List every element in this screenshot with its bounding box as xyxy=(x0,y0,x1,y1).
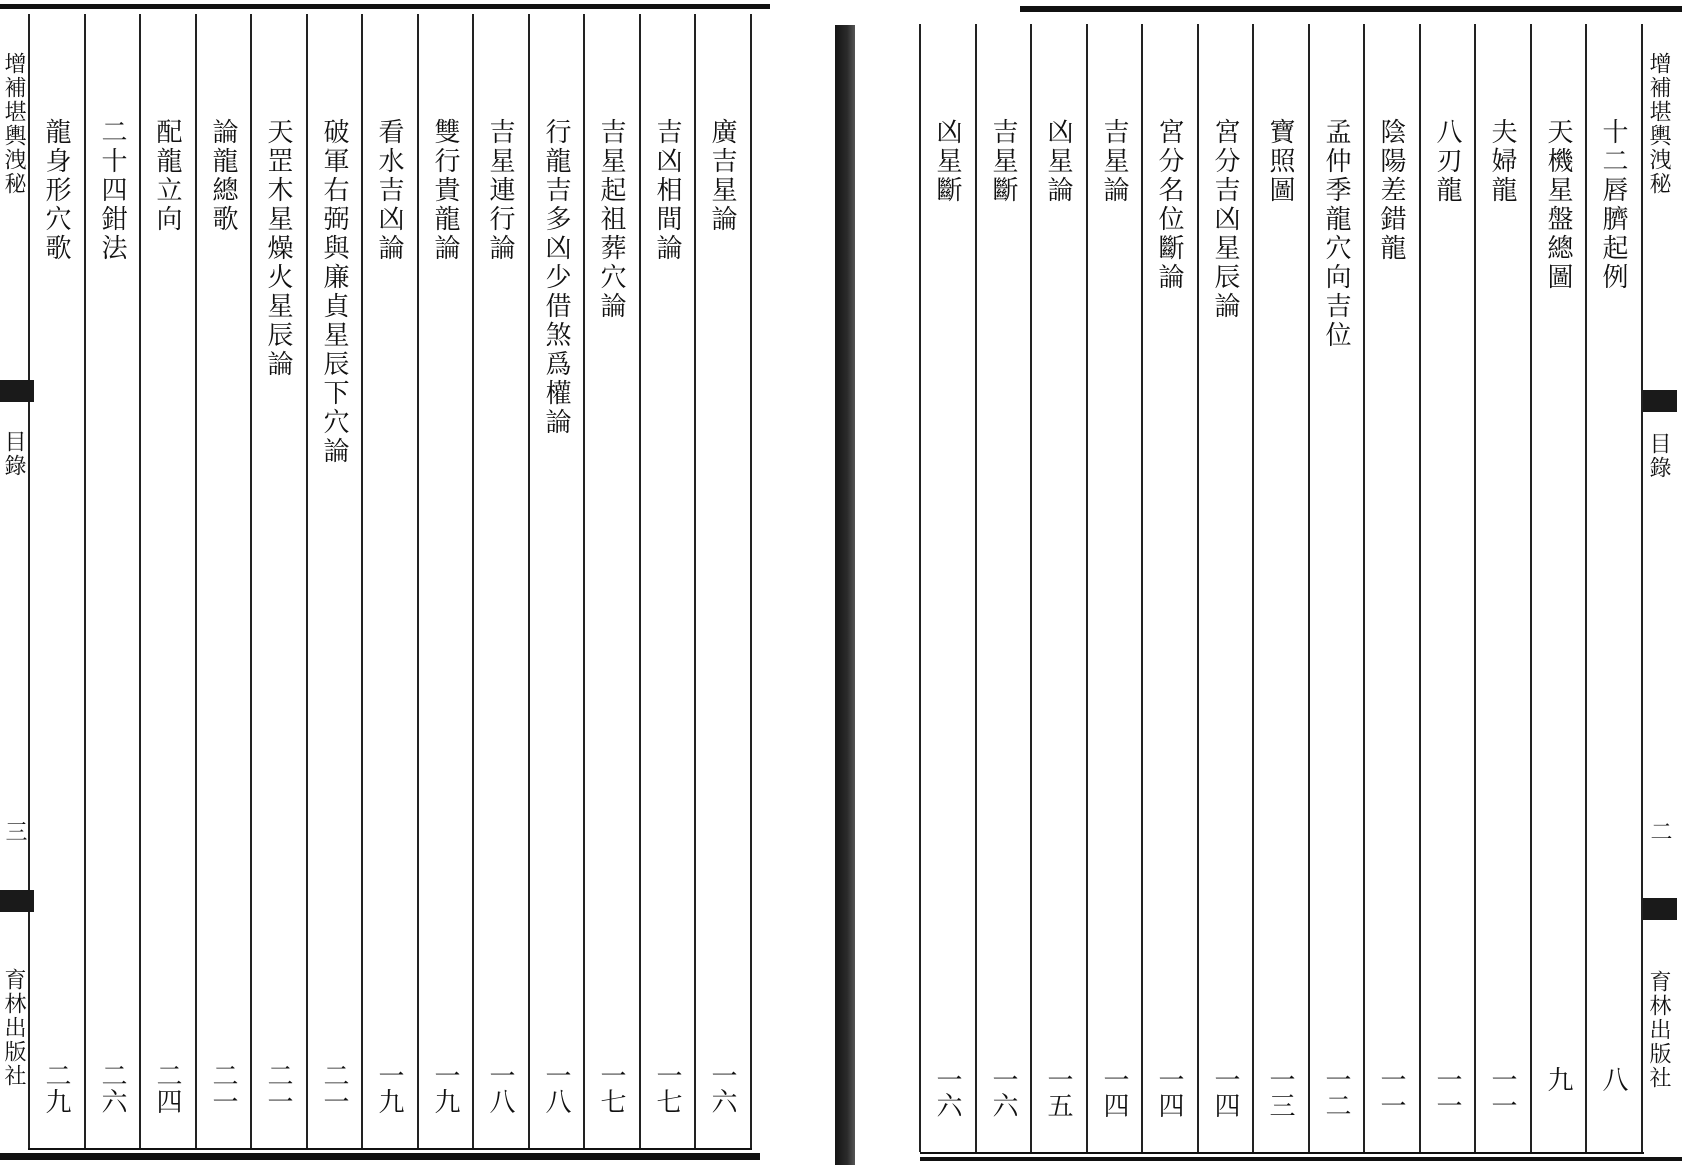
entry-page: 一六 xyxy=(988,1066,1018,1118)
column-rule xyxy=(1308,24,1310,1152)
entry-title: 吉星連行論 xyxy=(485,118,515,263)
top-border xyxy=(0,4,770,9)
entry-page: 八 xyxy=(1598,1066,1628,1092)
column-rule xyxy=(1197,24,1199,1152)
entry-page: 一六 xyxy=(707,1062,737,1114)
publisher: 育林出版社 xyxy=(1646,970,1671,1090)
entry-title: 孟仲季龍穴向吉位 xyxy=(1321,118,1351,350)
column-rule xyxy=(583,14,585,1148)
entry-page: 一八 xyxy=(485,1062,515,1114)
margin-tab xyxy=(0,890,34,912)
margin-tab xyxy=(1643,898,1677,920)
entry-page: 一四 xyxy=(1099,1066,1129,1118)
entry-page: 二一 xyxy=(208,1062,238,1114)
column-rule xyxy=(417,14,419,1148)
entry-page: 一四 xyxy=(1210,1066,1240,1118)
entry-page: 一九 xyxy=(430,1062,460,1114)
entry-title: 吉凶相間論 xyxy=(652,118,682,263)
entry-title: 雙行貴龍論 xyxy=(430,118,460,263)
margin-tab xyxy=(1643,390,1677,412)
entry-page: 一二 xyxy=(1321,1066,1351,1118)
entry-title: 天機星盤總圖 xyxy=(1543,118,1573,292)
entry-title: 八刃龍 xyxy=(1432,118,1462,205)
entry-title: 夫婦龍 xyxy=(1487,118,1517,205)
entry-title: 宮分名位斷論 xyxy=(1154,118,1184,292)
column-rule xyxy=(1086,24,1088,1152)
column-rule xyxy=(139,14,141,1148)
entry-page: 一一 xyxy=(1432,1066,1462,1118)
entry-title: 論龍總歌 xyxy=(208,118,238,234)
entry-page: 一五 xyxy=(1043,1066,1073,1118)
margin-tab xyxy=(0,380,34,402)
entry-title: 天罡木星燥火星辰論 xyxy=(263,118,293,379)
book-title: 增補堪輿洩秘 xyxy=(1,52,26,196)
entry-title: 凶星斷 xyxy=(932,118,962,205)
column-rule xyxy=(750,14,752,1148)
entry-title: 吉星論 xyxy=(1099,118,1129,205)
column-rule xyxy=(195,14,197,1148)
column-rule xyxy=(1363,24,1365,1152)
entry-title: 陰陽差錯龍 xyxy=(1376,118,1406,263)
entry-page: 一九 xyxy=(374,1062,404,1114)
column-rule xyxy=(84,14,86,1148)
publisher: 育林出版社 xyxy=(1,968,26,1088)
column-rule xyxy=(472,14,474,1148)
entry-title: 破軍右弼與廉貞星辰下穴論 xyxy=(319,118,349,466)
entry-page: 一八 xyxy=(541,1062,571,1114)
top-border xyxy=(1020,6,1682,12)
inner-bottom-rule xyxy=(28,1148,752,1150)
column-rule xyxy=(1585,24,1587,1152)
entry-title: 配龍立向 xyxy=(152,118,182,234)
entry-page: 一三 xyxy=(1265,1066,1295,1118)
book-title: 增補堪輿洩秘 xyxy=(1646,52,1671,196)
entry-title: 吉星斷 xyxy=(988,118,1018,205)
entry-page: 九 xyxy=(1543,1066,1573,1092)
entry-page: 二一 xyxy=(319,1062,349,1114)
margin-rule xyxy=(28,14,30,1148)
page-number: 二 xyxy=(1647,820,1672,844)
column-rule xyxy=(694,14,696,1148)
entry-title: 龍身形穴歌 xyxy=(41,118,71,263)
column-rule xyxy=(1530,24,1532,1152)
column-rule xyxy=(975,24,977,1152)
column-rule xyxy=(1474,24,1476,1152)
entry-title: 吉星起祖葬穴論 xyxy=(596,118,626,321)
entry-title: 凶星論 xyxy=(1043,118,1073,205)
section-label: 目錄 xyxy=(1,430,26,478)
right-page xyxy=(835,0,1682,1165)
column-rule xyxy=(1419,24,1421,1152)
entry-page: 二九 xyxy=(41,1062,71,1114)
entry-title: 行龍吉多凶少借煞爲權論 xyxy=(541,118,571,437)
entry-page: 一六 xyxy=(932,1066,962,1118)
column-rule xyxy=(528,14,530,1148)
entry-page: 二六 xyxy=(97,1062,127,1114)
entry-title: 宮分吉凶星辰論 xyxy=(1210,118,1240,321)
entry-page: 一一 xyxy=(1376,1066,1406,1118)
column-rule xyxy=(1141,24,1143,1152)
column-rule xyxy=(1252,24,1254,1152)
left-page xyxy=(0,0,770,1165)
entry-title: 寶照圖 xyxy=(1265,118,1295,205)
entry-title: 十二唇臍起例 xyxy=(1598,118,1628,292)
column-rule xyxy=(1641,24,1643,1152)
entry-page: 一四 xyxy=(1154,1066,1184,1118)
entry-page: 一七 xyxy=(652,1062,682,1114)
column-rule xyxy=(1030,24,1032,1152)
entry-title: 二十四鉗法 xyxy=(97,118,127,263)
page-number: 三 xyxy=(2,820,27,844)
inner-bottom-rule xyxy=(920,1152,1644,1154)
entry-title: 看水吉凶論 xyxy=(374,118,404,263)
entry-page: 二四 xyxy=(152,1062,182,1114)
column-rule xyxy=(306,14,308,1148)
bottom-border xyxy=(0,1153,760,1160)
bottom-border xyxy=(920,1157,1682,1161)
section-label: 目錄 xyxy=(1646,432,1671,480)
column-rule xyxy=(639,14,641,1148)
entry-page: 二一 xyxy=(263,1062,293,1114)
column-rule xyxy=(361,14,363,1148)
entry-title: 廣吉星論 xyxy=(707,118,737,234)
entry-page: 一七 xyxy=(596,1062,626,1114)
column-rule xyxy=(250,14,252,1148)
column-rule xyxy=(919,24,921,1152)
entry-page: 一一 xyxy=(1487,1066,1517,1118)
